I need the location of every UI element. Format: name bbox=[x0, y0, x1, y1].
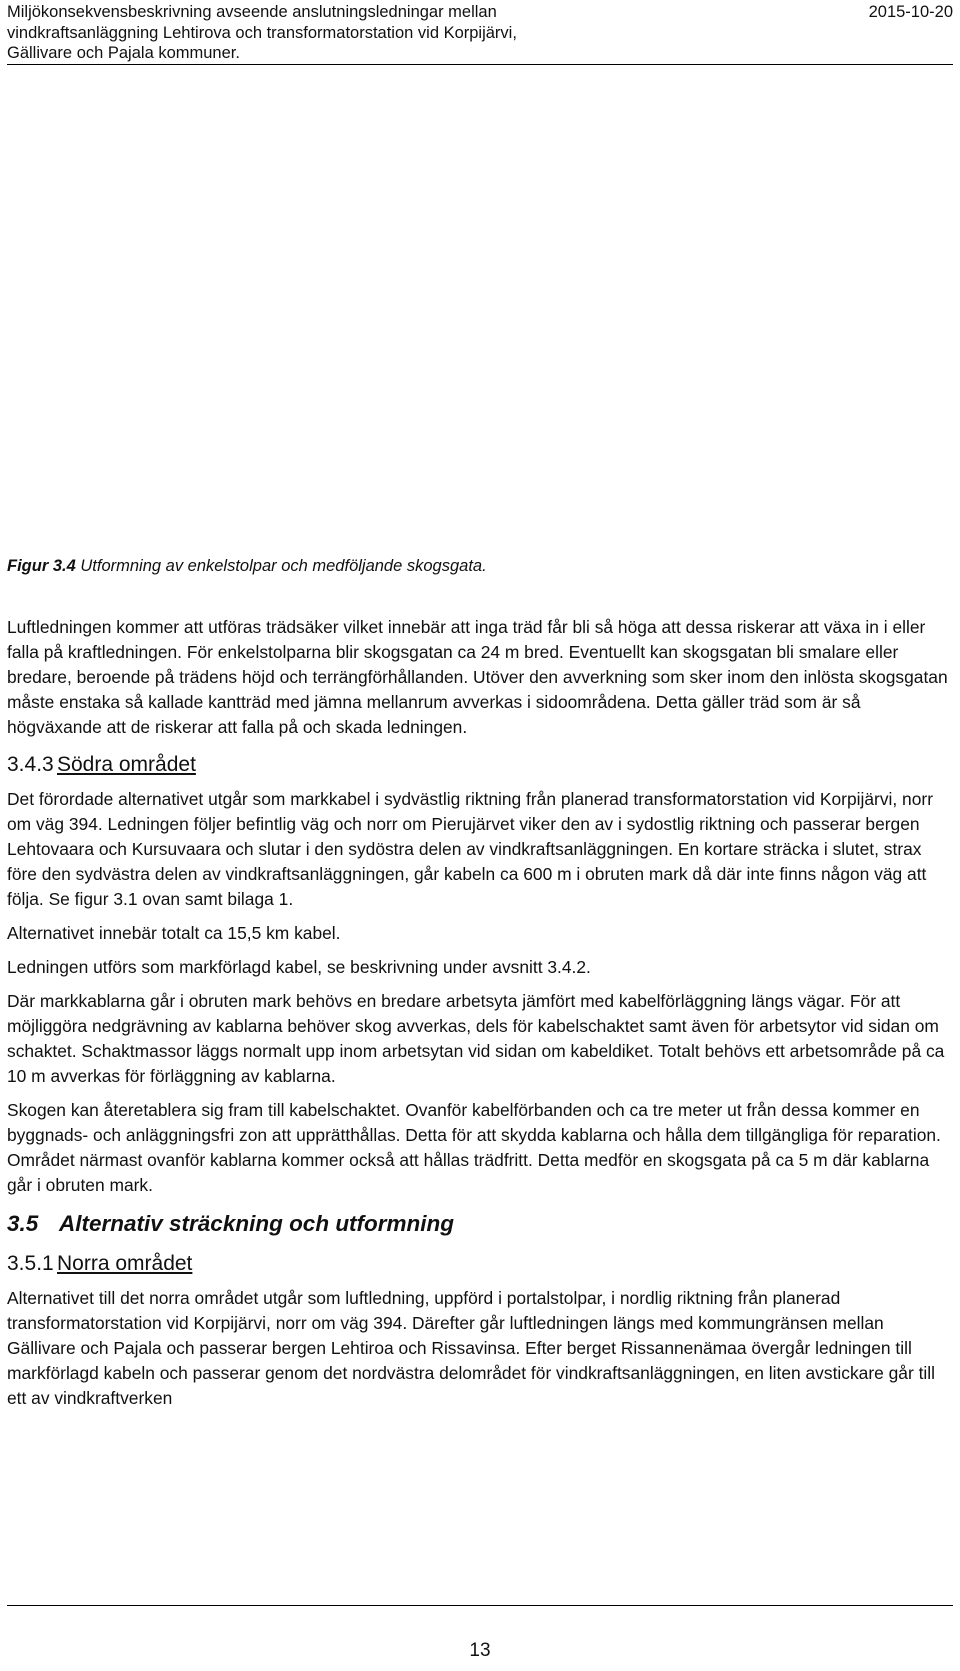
paragraph-preferred-alternative: Det förordade alternativet utgår som markkabel i sydvästlig riktning från planerad transformatorstation vid Korpijärvi, norr om väg 394. Ledningen följer befintlig väg och norr om Pierujärvet viker den av i sydostlig riktning och passerar bergen Lehtovaara och Kursuvaara och slutar i den sydöstra delen av vindkraftsanläggningen. En kortare sträcka i slutet, strax före den sydvästra delen av vindkraftsanläggningen, går kabeln ca 600 m i obruten mark då där inte finns någon väg att följa. Se figur 3.1 ovan samt bilaga 1. bbox=[7, 789, 933, 909]
header-title-line-1: Miljökonsekvensbeskrivning avseende anslutningsledningar mellan bbox=[7, 3, 497, 21]
page-header bbox=[7, 2, 953, 65]
paragraph-forest-regrowth: Skogen kan återetablera sig fram till kabelschaktet. Ovanför kabelförbanden och ca tre meter ut från dessa kommer en byggnads- och anläggningsfri zon att upprätthållas. Detta för att skydda kablarna och hålla dem tillgängliga för reparation. Området närmast ovanför kablarna kommer också att hållas trädfritt. Detta medför en skogsgata på ca 5 m där kablarna går i obruten mark. bbox=[7, 1100, 941, 1195]
paragraph-cable-length: Alternativet innebär totalt ca 15,5 km kabel. bbox=[7, 923, 341, 943]
figure-caption-text: Utformning av enkelstolpar och medföljande skogsgata. bbox=[80, 557, 487, 575]
page-number: 13 bbox=[469, 1640, 491, 1661]
heading-3-4-3 bbox=[7, 751, 953, 778]
paragraph-tree-safe-line: Luftledningen kommer att utföras trädsäker vilket innebär att inga träd får bli så höga att dessa riskerar att växa in i eller falla på kraftledningen. För enkelstolparna blir skogsgatan ca 24 m bred. Eventuellt kan skogsgatan bli smalare eller bredare, beroende på trädens höjd och terrängförhållanden. Utöver den avverkning som sker inom den inlösta skogsgatan måste enstaka så kallade kantträd med jämna mellanrum avverkas i sidoområdena. Detta gäller träd som är så högväxande att de riskerar att falla på och skada ledningen. bbox=[7, 617, 948, 737]
heading-title: Norra området bbox=[57, 1252, 193, 1275]
header-title-line-2: vindkraftsanläggning Lehtirova och transformatorstation vid Korpijärvi, bbox=[7, 23, 517, 42]
heading-3-5-1 bbox=[7, 1250, 953, 1277]
heading-3-5 bbox=[7, 1209, 953, 1239]
paragraph-cable-type: Ledningen utförs som markförlagd kabel, se beskrivning under avsnitt 3.4.2. bbox=[7, 957, 591, 977]
paragraph-northern-alternative: Alternativet till det norra området utgår som luftledning, uppförd i portalstolpar, i nordlig riktning från planerad transformatorstation vid Korpijärvi, norr om väg 394. Därefter går luftledningen längs med kommungränsen mellan Gällivare och Pajala och passerar bergen Lehtiroa och Rissavinsa. Efter berget Rissannenämaa övergår ledningen till markförlagd kabeln och passerar genom det nordvästra delområdet för vindkraftsanläggningen, en liten avstickare går till ett av vindkraftverken bbox=[7, 1288, 936, 1408]
heading-title: Alternativ sträckning och utformning bbox=[59, 1211, 455, 1236]
header-title bbox=[7, 2, 767, 64]
header-date: 2015-10-20 bbox=[868, 3, 953, 21]
figure-caption bbox=[7, 556, 487, 576]
figure-image-area bbox=[7, 70, 953, 550]
heading-number: 3.5.1 bbox=[7, 1252, 54, 1275]
heading-title: Södra området bbox=[57, 753, 196, 776]
paragraph-work-area: Där markkablarna går i obruten mark behövs en bredare arbetsyta jämfört med kabelförläggning längs vägar. För att möjliggöra nedgrävning av kablarna behöver skog avverkas, dels för kabelschaktet samt även för arbetsytor vid sidan om schaktet. Schaktmassor läggs normalt upp inom arbetsytan vid sidan om kabeldiket. Totalt behövs ett arbetsområde på ca 10 m avverkas för förläggning av kablarna. bbox=[7, 991, 945, 1086]
heading-number: 3.5 bbox=[7, 1211, 39, 1236]
heading-number: 3.4.3 bbox=[7, 753, 54, 776]
figure-label: Figur 3.4 bbox=[7, 557, 76, 575]
document-body bbox=[7, 615, 953, 1411]
header-title-line-3: Gällivare och Pajala kommuner. bbox=[7, 44, 240, 62]
footer-divider bbox=[7, 1605, 953, 1606]
